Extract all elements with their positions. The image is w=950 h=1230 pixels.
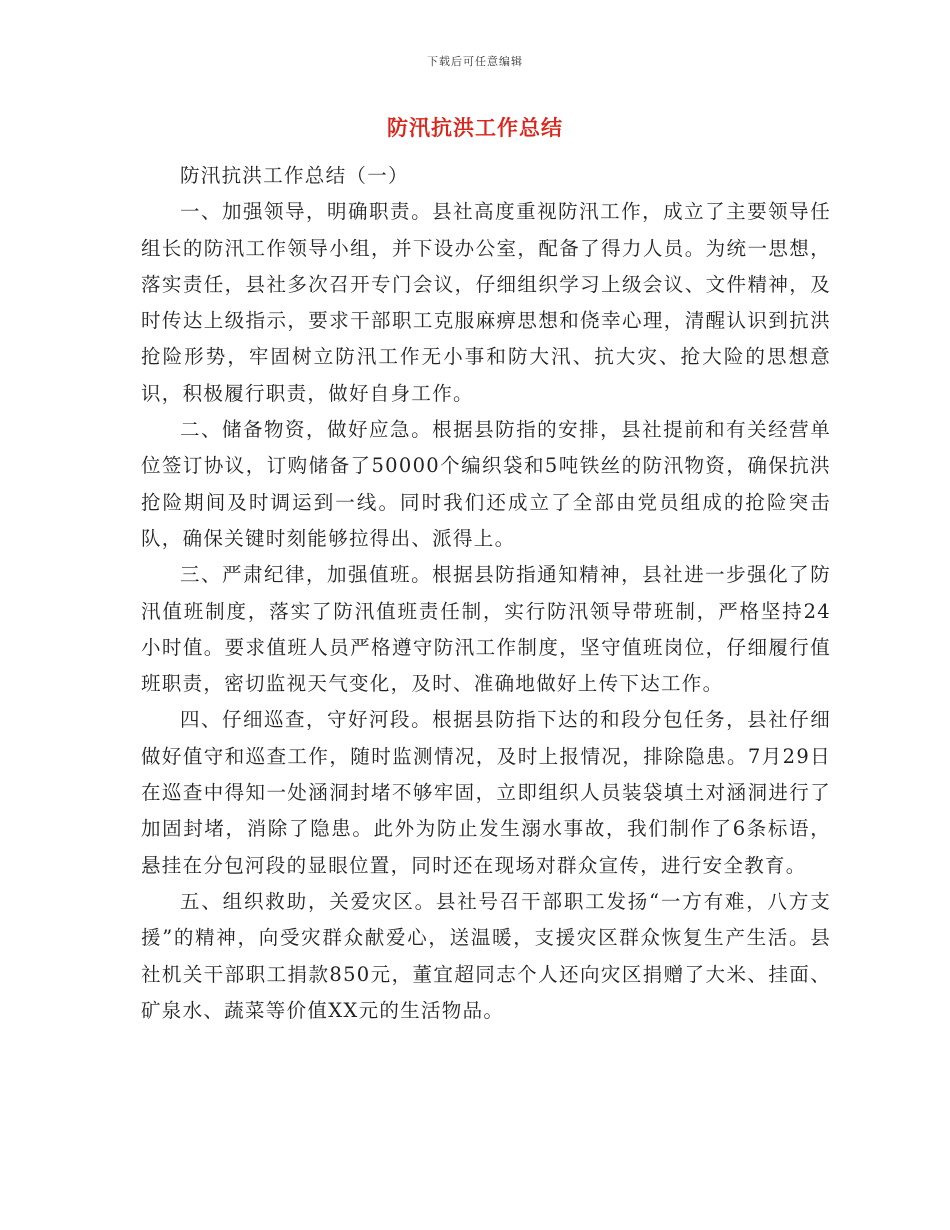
paragraph-5: 五、组织救助，关爱灾区。县社号召干部职工发扬“一方有难，八方支援”的精神，向受灾群众献爱心，送温暖，支援灾区群众恢复生产生活。县社机关干部职工捐款850元，董宜超同志个人还向灾区捐赠了大米、挂面、矿泉水、蔬菜等价值XX元的生活物品。 [141,889,831,1022]
paragraph-subtitle: 防汛抗洪工作总结（一） [180,164,409,187]
paragraph-3: 三、严肃纪律，加强值班。根据县防指通知精神，县社进一步强化了防汛值班制度，落实了防汛值班责任制，实行防汛领导带班制，严格坚持24小时值。要求值班人员严格遵守防汛工作制度，坚守值班岗位，仔细履行值班职责，密切监视天气变化，及时、准确地做好上传下达工作。 [141,563,831,696]
paragraph-4: 四、仔细巡查，守好河段。根据县防指下达的和段分包任务，县社仔细做好值守和巡查工作，随时监测情况，及时上报情况，排除隐患。7月29日在巡查中得知一处涵洞封堵不够牢固，立即组织人员装袋填土对涵洞进行了加固封堵，消除了隐患。此外为防止发生溺水事故，我们制作了6条标语，悬挂在分包河段的显眼位置，同时还在现场对群众宣传，进行安全教育。 [141,708,831,877]
paragraph-2: 二、储备物资，做好应急。根据县防指的安排，县社提前和有关经营单位签订协议，订购储备了50000个编织袋和5吨铁丝的防汛物资，确保抗洪抢险期间及时调运到一线。同时我们还成立了全部由党员组成的抢险突击队，确保关键时刻能够拉得出、派得上。 [141,418,831,550]
document-body [141,158,831,1029]
document-title: 防汛抗洪工作总结 [387,116,563,140]
header-note: 下载后可任意编辑 [427,55,523,68]
paragraph-1: 一、加强领导，明确职责。县社高度重视防汛工作，成立了主要领导任组长的防汛工作领导小组，并下设办公室，配备了得力人员。为统一思想，落实责任，县社多次召开专门会议，仔细组织学习上级会议、文件精神，及时传达上级指示，要求干部职工克服麻痹思想和侥幸心理，清醒认识到抗洪抢险形势，牢固树立防汛工作无小事和防大汛、抗大灾、抢大险的思想意识，积极履行职责，做好自身工作。 [141,200,831,405]
